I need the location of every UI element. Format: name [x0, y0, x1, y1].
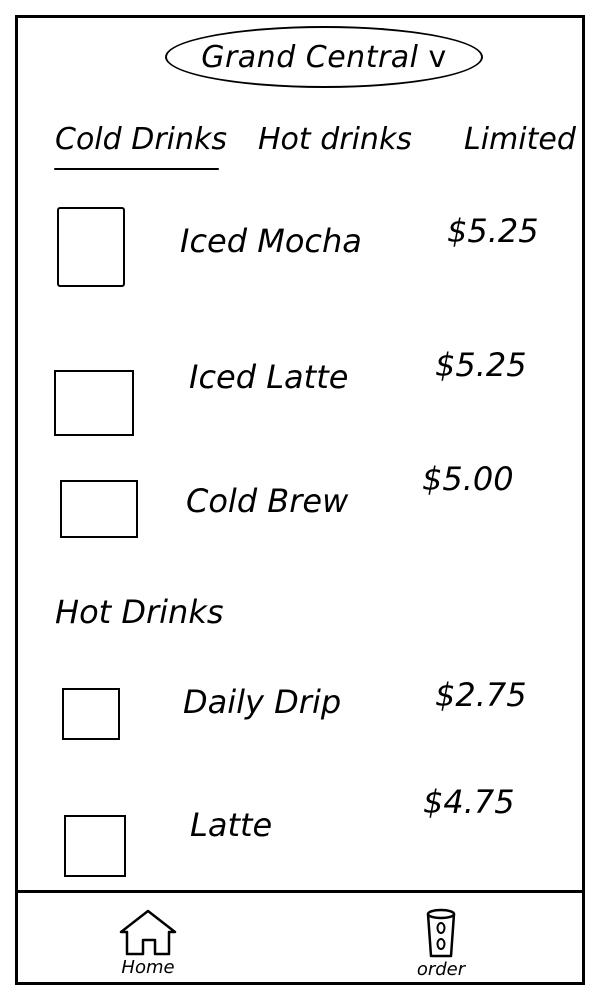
item-name-latte: Latte	[190, 806, 273, 844]
item-checkbox-latte[interactable]	[64, 815, 126, 877]
item-price-cold-brew: $5.00	[422, 460, 514, 498]
section-heading-hot-drinks: Hot Drinks	[55, 593, 224, 631]
location-selector[interactable]	[165, 26, 483, 88]
item-checkbox-iced-latte[interactable]	[54, 370, 134, 436]
selected-tab-underline	[54, 168, 219, 170]
item-checkbox-iced-mocha[interactable]	[57, 207, 125, 287]
item-price-latte: $4.75	[423, 783, 515, 821]
item-price-iced-latte: $5.25	[435, 346, 527, 384]
item-checkbox-daily-drip[interactable]	[62, 688, 120, 740]
nav-order[interactable]	[404, 908, 478, 980]
tab-limited[interactable]: Limited	[464, 122, 576, 157]
nav-home-label: Home	[121, 957, 175, 978]
nav-home[interactable]	[108, 908, 188, 978]
nav-order-label: order	[416, 959, 466, 980]
item-price-daily-drip: $2.75	[435, 676, 527, 714]
item-name-iced-latte: Iced Latte	[189, 358, 349, 396]
item-checkbox-cold-brew[interactable]	[60, 480, 138, 538]
item-name-iced-mocha: Iced Mocha	[180, 222, 362, 260]
location-label: Grand Central	[201, 39, 419, 75]
tab-hot-drinks[interactable]: Hot drinks	[258, 122, 412, 157]
cup-icon	[421, 908, 461, 960]
home-icon	[117, 908, 179, 958]
item-name-cold-brew: Cold Brew	[186, 482, 349, 520]
tab-cold-drinks[interactable]: Cold Drinks	[55, 122, 228, 157]
item-price-iced-mocha: $5.25	[447, 212, 539, 250]
bottom-nav-divider	[15, 890, 585, 893]
item-name-daily-drip: Daily Drip	[183, 683, 342, 721]
chevron-down-icon: v	[428, 39, 447, 75]
